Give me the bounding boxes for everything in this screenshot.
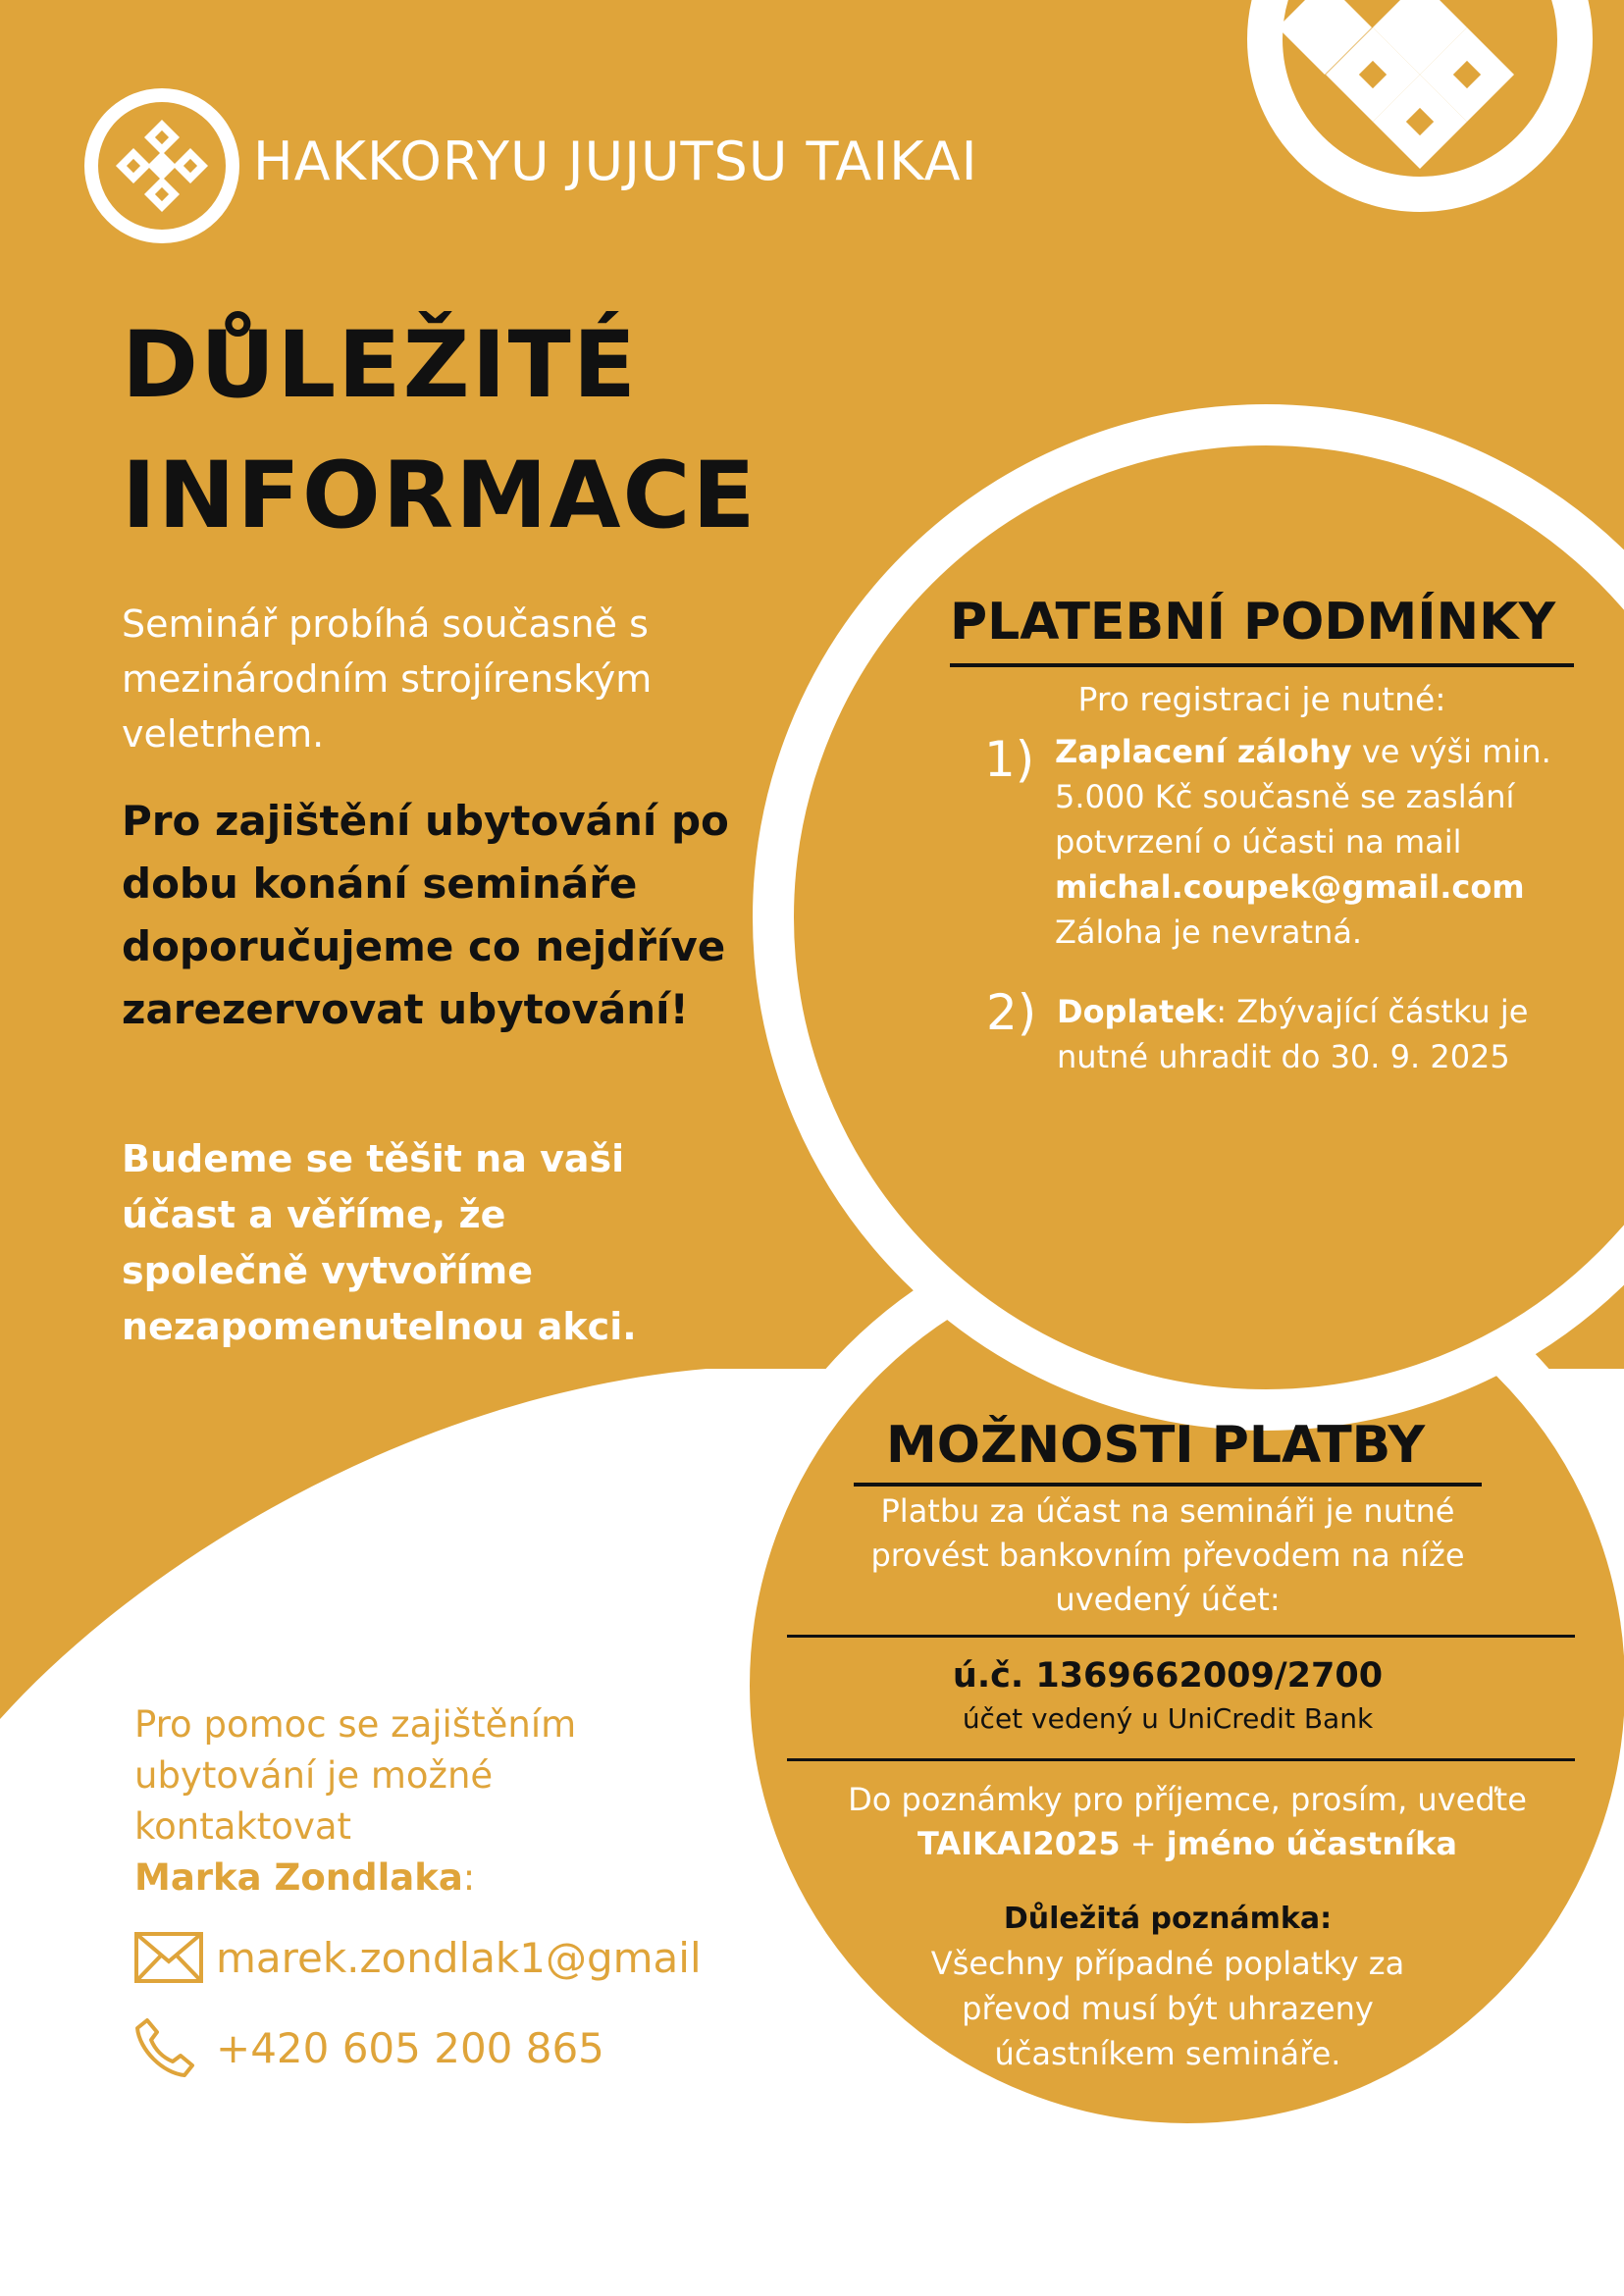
payment-terms-intro: Pro registraci je nutné: [1077,680,1446,718]
step-deposit [1055,729,1565,955]
accommodation-notice: Pro zajištění ubytování po dobu konání semináře doporučujeme co nejdříve zarezervovat ubytování! [122,797,729,1033]
help-text: Pro pomoc se zajištěním ubytování je možné kontaktovat [134,1703,577,1848]
page-title-line-1: DŮLEŽITÉ [122,312,638,419]
page-title-line-2: INFORMACE [122,443,758,549]
payment-note-instruction [805,1778,1570,1866]
step-title: Doplatek [1057,993,1217,1030]
contact-email[interactable]: marek.zondlak1@gmail [216,1933,702,1982]
registration-email[interactable]: michal.coupek@gmail.com [1055,868,1525,906]
note-text: Do poznámky pro příjemce, prosím, uveďte [848,1781,1527,1818]
closing-text: Budeme se těšit na vaši účast a věříme, že společně vytvoříme nezapomenutelnou akci. [122,1137,637,1348]
step-text: ve výši min. 5.000 Kč současně se zaslání potvrzení o účasti na mail [1055,733,1551,861]
step-number: 2) [986,984,1037,1041]
contact-name: Marka Zondlaka [134,1856,463,1899]
email-contact[interactable] [133,1931,702,1984]
step-title: Zaplacení zálohy [1055,733,1352,770]
payment-options-heading: MOŽNOSTI PLATBY [886,1416,1426,1475]
step-balance [1057,989,1567,1079]
help-contact-text [134,1699,684,1904]
envelope-icon [133,1931,204,1984]
step-number: 1) [984,731,1035,788]
important-note-text: Všechny případné poplatky za převod musí být uhrazeny účastníkem semináře. [930,1945,1405,2072]
important-note-title: Důležitá poznámka: [1003,1902,1333,1936]
divider [787,1758,1575,1761]
note-code: TAIKAI2025 [917,1825,1121,1862]
step-text: : Zbývající částku je nutné uhradit do 30. 9. 2025 [1057,993,1529,1075]
logo-icon [82,86,241,245]
contact-phone[interactable]: +420 605 200 865 [216,2023,604,2072]
phone-contact[interactable] [133,2016,604,2079]
heading-underline [854,1483,1482,1487]
divider [787,1635,1575,1638]
brand-name: HAKKORYU JUJUTSU TAIKAI [253,130,978,192]
bank-name: účet vedený u UniCredit Bank [962,1702,1374,1735]
heading-underline [950,663,1574,667]
corner-emblem [1265,0,1575,194]
step-text-note: Záloha je nevratná. [1055,913,1363,951]
intro-text: Seminář probíhá současně s mezinárodním strojírenským veletrhem. [122,602,653,756]
payment-terms-heading: PLATEBNÍ PODMÍNKY [950,593,1556,652]
contact-colon: : [462,1856,476,1899]
bank-account-number: ú.č. 1369662009/2700 [952,1656,1384,1696]
note-plus: + [1120,1825,1167,1862]
phone-icon [133,2016,196,2079]
payment-options-intro: Platbu za účast na semináři je nutné provést bankovním převodem na níže uvedený účet: [870,1492,1465,1618]
note-name: jméno účastníka [1166,1825,1457,1862]
